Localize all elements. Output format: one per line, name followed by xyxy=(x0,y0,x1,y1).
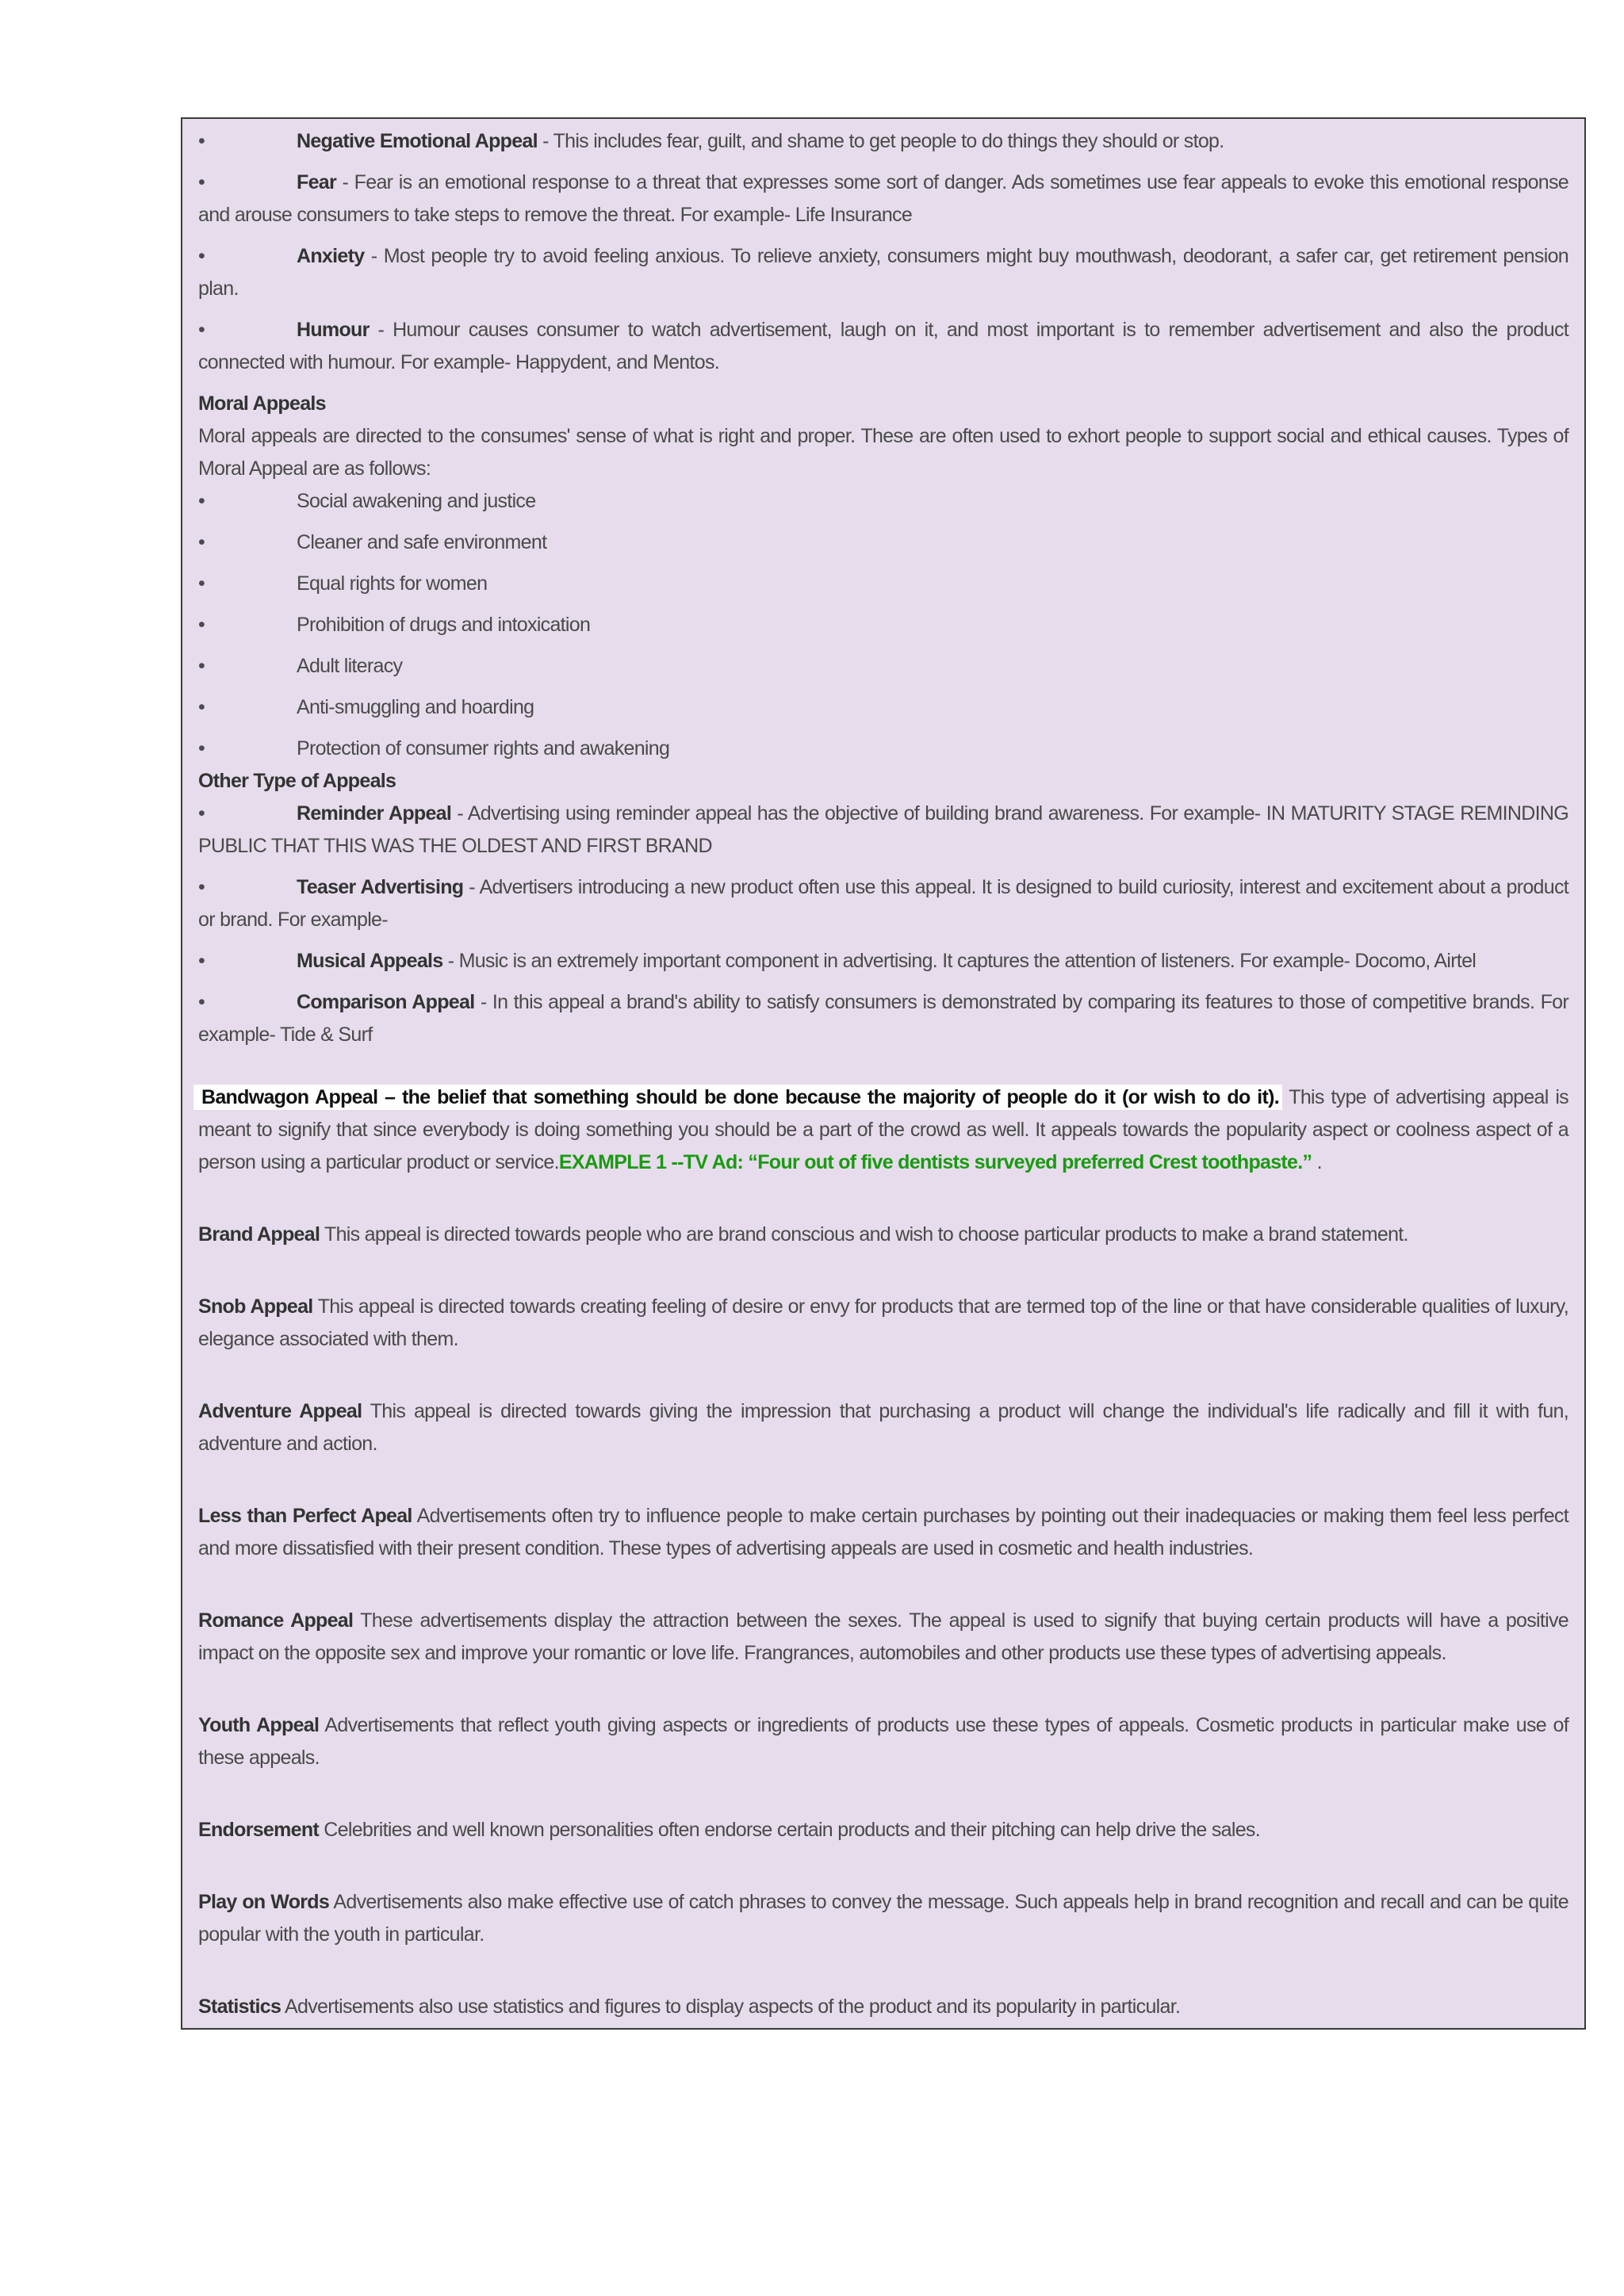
list-item: • Comparison Appeal - In this appeal a brand's ability to satisfy consumers is demonstrated by comparing its features to those of competitive brands. For example- Tide & Surf xyxy=(198,986,1568,1051)
bullet: • xyxy=(198,802,205,825)
bullet: • xyxy=(198,950,205,972)
bullet: • xyxy=(198,171,205,193)
list-item: • Musical Appeals - Music is an extremely important component in advertising. It captures the attention of listeners. For example- Docomo, Airtel xyxy=(198,945,1568,978)
list-item: • Equal rights for women xyxy=(198,568,1568,600)
bullet: • xyxy=(198,130,205,152)
moral-intro: Moral appeals are directed to the consumes' sense of what is right and proper. These are often used to exhort people to support social and ethical causes. Types of Moral Appeal are as follows: xyxy=(198,425,1568,480)
other-list xyxy=(198,798,1568,1051)
bullet: • xyxy=(198,696,205,718)
list-item: • Social awakening and justice xyxy=(198,485,1568,518)
appeal-paragraph: Endorsement Celebrities and well known personalities often endorse certain products and their pitching can help drive the sales. xyxy=(198,1819,1260,1841)
list-item: • Cleaner and safe environment xyxy=(198,526,1568,559)
list-item: • Adult literacy xyxy=(198,650,1568,683)
list-item: • Protection of consumer rights and awakening xyxy=(198,733,1568,765)
list-item: • Anti-smuggling and hoarding xyxy=(198,691,1568,724)
bullet: • xyxy=(198,655,205,677)
list-item: • Teaser Advertising - Advertisers introducing a new product often use this appeal. It is designed to build curiosity, interest and excitement about a product or brand. For example- xyxy=(198,871,1568,936)
bullet: • xyxy=(198,490,205,512)
other-heading: Other Type of Appeals xyxy=(198,770,396,792)
bullet: • xyxy=(198,572,205,595)
moral-heading: Moral Appeals xyxy=(198,392,326,415)
bullet: • xyxy=(198,245,205,267)
appeal-paragraph: Play on Words Advertisements also make effective use of catch phrases to convey the message. Such appeals help in brand recognition and recall and can be quite popular with the youth in particular. xyxy=(198,1891,1568,1946)
moral-list xyxy=(198,485,1568,765)
bandwagon-highlight: Bandwagon Appeal – the belief that something should be done because the majority of people do it (or wish to do it). xyxy=(193,1085,1282,1110)
bandwagon-example: EXAMPLE 1 --TV Ad: “Four out of five dentists surveyed preferred Crest toothpaste.” xyxy=(558,1151,1317,1173)
list-item: • Anxiety - Most people try to avoid feeling anxious. To relieve anxiety, consumers might buy mouthwash, deodorant, a safer car, get retirement pension plan. xyxy=(198,240,1568,305)
appeal-paragraph: Youth Appeal Advertisements that reflect youth giving aspects or ingredients of products use these types of appeals. Cosmetic products in particular make use of these appeals. xyxy=(198,1714,1568,1769)
bullet: • xyxy=(198,876,205,898)
bandwagon-paragraph: Bandwagon Appeal – the belief that something should be done because the majority of people do it (or wish to do it). This type of advertising appeal is meant to signify that since everybody is doing something you should be a part of the crowd as well. It appeals towards the popularity aspect or coolness aspect of a person using a particular product or service.EXAMPLE 1 --TV Ad: “Four out of five dentists surveyed preferred Crest toothpaste.” . xyxy=(198,1081,1568,1179)
appeal-paragraph: Adventure Appeal This appeal is directed towards giving the impression that purchasing a product will change the individual's life radically and fill it with fun, adventure and action. xyxy=(198,1400,1568,1455)
bullet: • xyxy=(198,531,205,553)
bullet: • xyxy=(198,614,205,636)
list-item: • Reminder Appeal - Advertising using reminder appeal has the objective of building brand awareness. For example- IN MATURITY STAGE REMINDING PUBLIC THAT THIS WAS THE OLDEST AND FIRST BRAND xyxy=(198,798,1568,863)
list-item: • Prohibition of drugs and intoxication xyxy=(198,609,1568,641)
appeal-paragraph: Less than Perfect Apeal Advertisements often try to influence people to make certain purchases by pointing out their inadequacies or making them feel less perfect and more dissatisfied with their present condition. These types of advertising appeals are used in cosmetic and health industries. xyxy=(198,1505,1568,1559)
appeal-paragraph: Snob Appeal This appeal is directed towards creating feeling of desire or envy for products that are termed top of the line or that have considerable qualities of luxury, elegance associated with them. xyxy=(198,1295,1568,1350)
appeal-paragraph: Statistics Advertisements also use statistics and figures to display aspects of the product and its popularity in particular. xyxy=(198,1996,1181,2018)
list-item: • Fear - Fear is an emotional response to a threat that expresses some sort of danger. Ads sometimes use fear appeals to evoke this emotional response and arouse consumers to take steps to remove the threat. For example- Life Insurance xyxy=(198,166,1568,232)
list-item: • Humour - Humour causes consumer to watch advertisement, laugh on it, and most important is to remember advertisement and also the product connected with humour. For example- Happydent, and Mentos. xyxy=(198,314,1568,379)
bullet: • xyxy=(198,319,205,341)
document-frame xyxy=(181,117,1586,2030)
emotional-list xyxy=(198,125,1568,379)
bullet: • xyxy=(198,737,205,760)
list-item: • Negative Emotional Appeal - This includes fear, guilt, and shame to get people to do things they should or stop. xyxy=(198,125,1568,158)
appeal-paragraph: Romance Appeal These advertisements display the attraction between the sexes. The appeal is used to signify that buying certain products will have a positive impact on the opposite sex and improve your romantic or love life. Frangrances, automobiles and other products use these types of advertising appeals. xyxy=(198,1609,1568,1664)
bullet: • xyxy=(198,991,205,1013)
appeal-paragraph: Brand Appeal This appeal is directed towards people who are brand conscious and wish to choose particular products to make a brand statement. xyxy=(198,1223,1408,1246)
